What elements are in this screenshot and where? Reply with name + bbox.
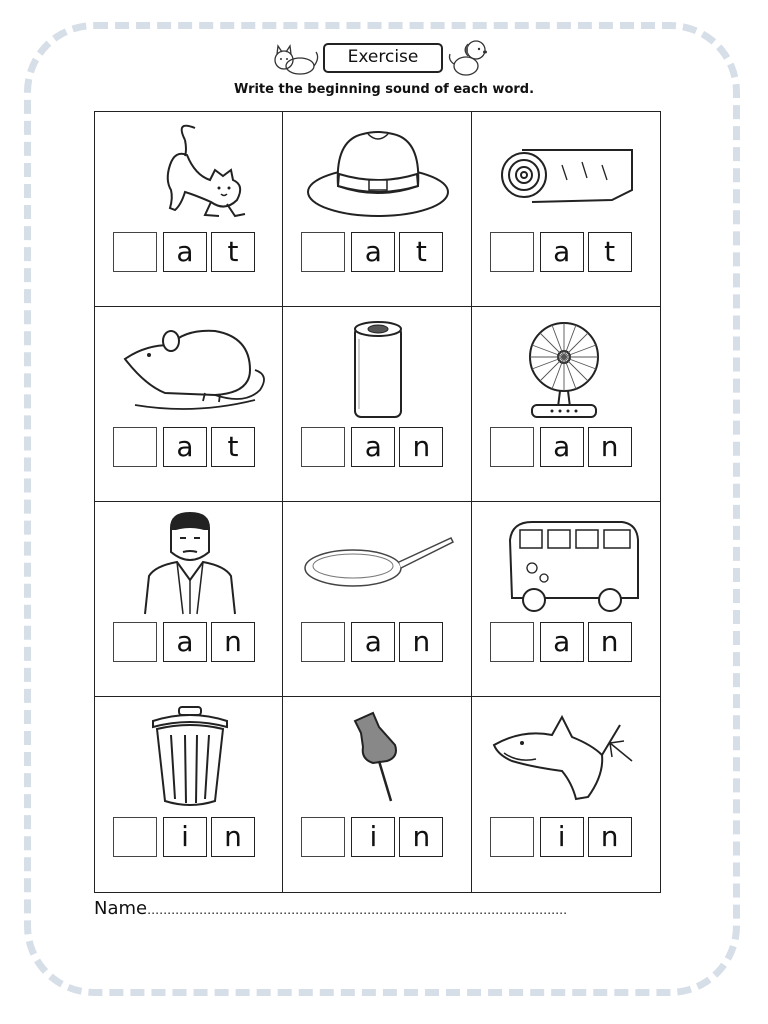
word-cell-can: [283, 307, 471, 502]
letter-box: a: [540, 427, 584, 467]
name-dotted-line: ……………………………………………………………………………………………: [147, 903, 568, 917]
blank-letter-box[interactable]: [490, 232, 534, 272]
letter-box: a: [163, 232, 207, 272]
blank-letter-box[interactable]: [301, 232, 345, 272]
letter-box: n: [588, 427, 632, 467]
letter-box: t: [211, 232, 255, 272]
letter-box: a: [351, 622, 395, 662]
word-cell-pan: [283, 502, 471, 697]
letter-box: n: [588, 817, 632, 857]
rat-icon: [115, 315, 265, 420]
instruction-text: Write the beginning sound of each word.: [233, 82, 535, 97]
letter-box: t: [588, 232, 632, 272]
dog-decoration-icon: [446, 36, 494, 78]
blank-letter-box[interactable]: [113, 427, 157, 467]
letter-box: i: [163, 817, 207, 857]
exercise-title: Exercise: [323, 43, 443, 73]
letter-box: n: [211, 622, 255, 662]
word-cell-hat: [283, 112, 471, 307]
word-cell-man: [95, 502, 283, 697]
blank-letter-box[interactable]: [301, 427, 345, 467]
letter-box: a: [351, 427, 395, 467]
word-cell-cat: [95, 112, 283, 307]
header: [0, 40, 768, 80]
blank-letter-box[interactable]: [113, 817, 157, 857]
letter-box: n: [211, 817, 255, 857]
letter-box: a: [540, 622, 584, 662]
can-icon: [303, 315, 453, 420]
letter-box: n: [399, 427, 443, 467]
word-cell-van: [472, 502, 660, 697]
man-icon: [115, 510, 265, 615]
word-cell-fan: [472, 307, 660, 502]
van-icon: [492, 510, 642, 615]
word-cell-rat: [95, 307, 283, 502]
letter-box: a: [163, 622, 207, 662]
letter-box: n: [399, 817, 443, 857]
bin-icon: [115, 705, 265, 810]
letter-box: t: [211, 427, 255, 467]
name-field[interactable]: [94, 898, 567, 919]
fan-icon: [492, 315, 642, 420]
blank-letter-box[interactable]: [113, 622, 157, 662]
letter-box: n: [399, 622, 443, 662]
blank-letter-box[interactable]: [301, 622, 345, 662]
blank-letter-box[interactable]: [113, 232, 157, 272]
word-cell-fin: [472, 697, 660, 892]
fin-icon: [492, 705, 642, 810]
letter-box: n: [588, 622, 632, 662]
hat-icon: [303, 120, 453, 225]
word-cell-bin: [95, 697, 283, 892]
letter-box: a: [163, 427, 207, 467]
mat-icon: [492, 120, 642, 225]
word-cell-mat: [472, 112, 660, 307]
pan-icon: [303, 510, 453, 615]
letter-box: i: [351, 817, 395, 857]
letter-box: i: [540, 817, 584, 857]
cat-icon: [115, 120, 265, 225]
cat-decoration-icon: [270, 40, 320, 80]
letter-box: a: [540, 232, 584, 272]
worksheet-grid: [94, 111, 661, 893]
letter-box: a: [351, 232, 395, 272]
blank-letter-box[interactable]: [490, 427, 534, 467]
blank-letter-box[interactable]: [490, 817, 534, 857]
blank-letter-box[interactable]: [490, 622, 534, 662]
pin-icon: [303, 705, 453, 810]
name-label: Name: [94, 898, 148, 919]
blank-letter-box[interactable]: [301, 817, 345, 857]
letter-box: t: [399, 232, 443, 272]
word-cell-pin: [283, 697, 471, 892]
